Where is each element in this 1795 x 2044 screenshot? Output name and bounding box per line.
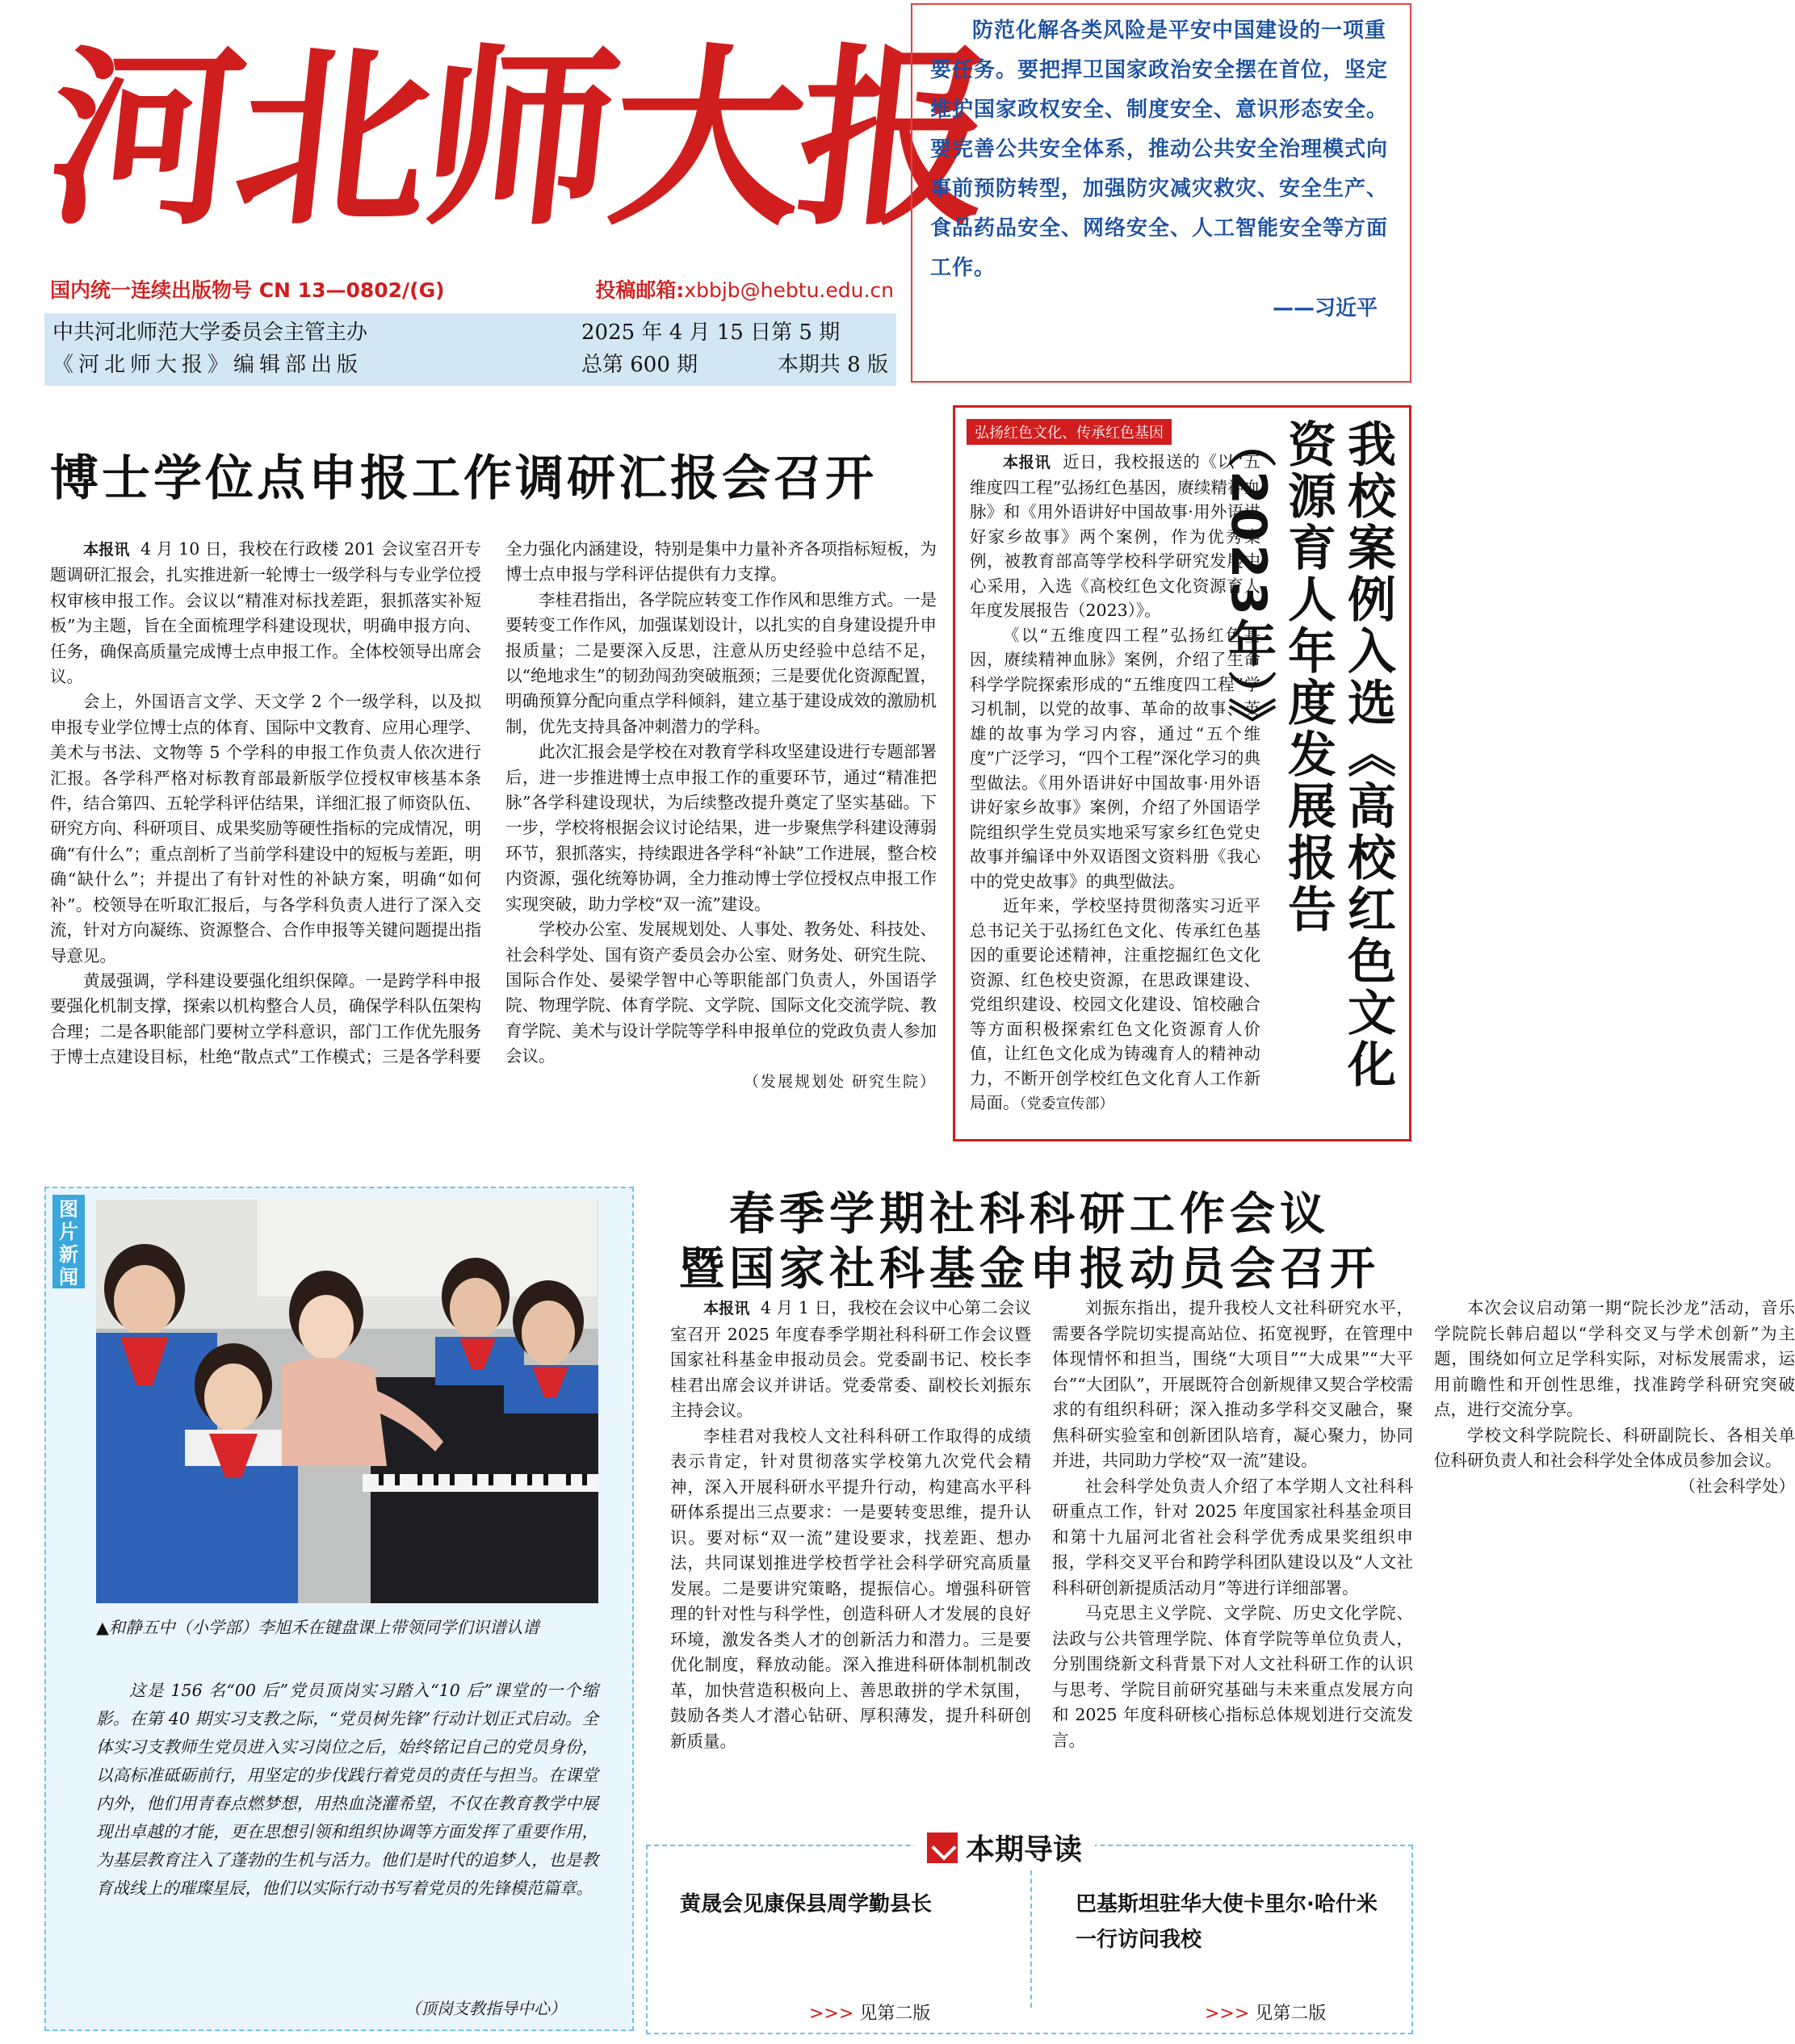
sponsor: 中共河北师范大学委员会主管主办 [52,320,368,345]
news-photo[interactable] [96,1200,598,1603]
photo-caption: ▲和静五中（小学部）李旭禾在键盘课上带领同学们识谱认谱 [96,1618,539,1637]
second-paragraph: 刘振东指出，提升我校人文社科研究水平，需要各学院切实提高站位、拓宽视野，在管理中体现情怀和担当，围绕“大项目”“大成果”“大平台”“大团队”，开展既符合创新规律又契合学校需求的有组织科研；深入推动多学科交叉融合，聚焦科研实验室和创新团队培育，凝心聚力，协同并进，共同助力学校“双一流”建设。 [1052,1298,1413,1470]
publication-info-line [50,274,894,304]
publication-number: 国内统一连续出版物号 CN 13—0802/(G) [50,279,445,302]
second-paragraph: 学校文科学院院长、科研副院长、各相关单位科研负责人和社会科学处全体成员参加会议。 [1434,1425,1795,1470]
guide-arrows: >>> [1205,2004,1250,2024]
email-label: 投稿邮箱: [595,279,685,302]
guide-item[interactable] [680,1887,987,1922]
page-count: 本期共 8 版 [777,353,888,377]
guide-header [914,1827,1095,1868]
photo-news-source: （顶岗支教指导中心） [405,1999,566,2018]
second-headline[interactable] [646,1187,1413,1296]
guide-divider [1030,1870,1032,2008]
second-paragraph: 社会科学处负责人介绍了本学期人文社科科研重点工作，针对 2025 年度国家社科基金项目和第十九届河北省社会科学优秀成果奖组织申报，学科交叉平台和跨学科团队建设以及“人文社科科研创新提质活动月”等进行详细部署。 [1052,1476,1413,1598]
second-headline-line1: 春季学期社科科研工作会议 [729,1187,1330,1241]
quote-text: 防范化解各类风险是平安中国建设的一项重要任务。要把捍卫国家政治安全摆在首位，坚定维护国家政权安全、制度安全、意识形态安全。要完善公共安全体系，推动公共安全治理模式向事前预防转型，加强防灾减灾救灾、安全生产、食品药品安全、网络安全、人工智能安全等方面工作。 [930,19,1389,280]
guide-item-see[interactable]: >>> 见第二版 [809,2004,931,2024]
masthead-title: 河北师大报 [38,27,999,252]
red-paragraph: 本报讯 近日，我校报送的《以“五维度四工程”弘扬红色基因，赓续精神血脉》和《用外语讲好中国故事·用外语讲好家乡故事》两个案例，作为优秀案例，被教育部高等学校科学研究发展中心采用，入选《高校红色文化资源育人年度发展报告（2023）》。 [970,452,1260,620]
second-paragraph: 马克思主义学院、文学院、历史文化学院、法政与公共管理学院、体育学院等单位负责人，分别围绕新文科背景下对人文社科研工作的认识与思考、学院目前研究基础与未来重点发展方向和 2025 年度科研核心指标总体规划进行交流发言。 [1052,1603,1413,1750]
guide-item[interactable] [1076,1887,1382,1958]
email-address[interactable]: xbbjb@hebtu.edu.cn [684,279,894,302]
second-headline-line2: 暨国家社科基金申报动员会召开 [679,1242,1380,1296]
publisher: 《河北师大报》编辑部出版 [52,353,363,377]
photo-news-text [96,1677,598,1903]
column-tag: 弘扬红色文化、传承红色基因 [967,419,1172,445]
guide-arrow-icon [927,1832,958,1863]
issue-date: 2025 年 4 月 15 日第 5 期 [581,320,841,345]
guide-title: 本期导读 [966,1833,1083,1866]
red-paragraph: 《以“五维度四工程”弘扬红色基因，赓续精神血脉》案例，介绍了生命科学学院探索形成的“五维度四工程”学习机制，以党的故事、革命的故事、英雄的故事为学习内容，通过“五个维度”广泛学习，“四个工程”深化学习的典型做法。《用外语讲好中国故事·用外语讲好家乡故事》案例，介绍了外国语学院组织学生党员实地采写家乡红色党史故事并编译中外双语图文资料册《我心中的党史故事》的典型做法。 [970,625,1260,891]
guide-item-title: 黄晟会见康保县周学勤县长 [680,1892,933,1916]
second-signature: （社会科学处） [1679,1476,1795,1496]
photo-news-tag: 图片新闻 [52,1195,85,1288]
total-issue: 总第 600 期 [581,353,698,377]
issue-guide [646,1833,1413,2034]
photo-news-paragraph: 这是 156 名“00 后”党员顶岗实习踏入“10 后”课堂的一个缩影。在第 40 期实习支教之际，“党员树先锋”行动计划正式启动。全体实习支教师生党员进入实习岗位之后，始终铭记自己的党员身份，以高标准砥砺前行，用坚定的步伐践行着党员的责任与担当。在课堂内外，他们用青春点燃梦想，用热血浇灌希望，不仅在教育教学中展现出卓越的才能，更在思想引领和组织协调等方面发挥了重要作用，为基层教育注入了蓬勃的生机与活力。他们是时代的追梦人，也是教育战线上的璀璨星辰，他们以实际行动书写着党员的先锋模范篇章。 [96,1681,598,1898]
lead-paragraph: 此次汇报会是学校在对教育学科攻坚建设进行专题部署后，进一步推进博士点申报工作的重要环节，通过“精准把脉”各学科建设现状，为后续整改提升奠定了坚实基础。下一步，学校将根据会议讨论结果，进一步聚焦学科建设薄弱环节，狠抓落实，持续跟进各学科“补缺”工作进展，整合校内资源，强化统筹协调，全力推动博士学位授权点申报工作实现突破，助力学校“双一流”建设。 [505,742,937,914]
guide-arrows: >>> [809,2004,854,2024]
guide-item-title: 巴基斯坦驻华大使卡里尔·哈什米一行访问我校 [1076,1892,1378,1952]
quote-author: ——习近平 [1272,296,1378,320]
quote-box [911,3,1411,383]
red-article-body [970,450,1260,1137]
lead-article-body [50,537,937,1150]
lead-paragraph: 李桂君指出，各学院应转变工作作风和思维方式。一是要转变工作作风，加强谋划设计，以扎实的自身建设提升申报质量；二是要深入反思，注意从历史经验中总结不足，以“绝地求生”的韧劲闯劲突破瓶颈；三是要优化资源配置，明确预算分配向重点学科倾斜，建立基于建设成效的激励机制，优先支持具备冲刺潜力的学科。 [505,589,937,736]
submission-email[interactable] [595,274,894,304]
second-paragraph: 李桂君对我校人文社科科研工作取得的成绩表示肯定，针对贯彻落实学校第九次党代会精神，深入开展科研水平提升行动，构建高水平科研体系提出三点要求：一是要转变思维，提升认识。要对标“双一流”建设要求，找差距、想办法，共同谋划推进学校哲学社会科学研究高质量发展。二是要讲究策略，提振信心。增强科研管理的针对性与科学性，创造科研人才发展的良好环境，激发各类人才的创新活力和潜力。三是要优化制度，释放动能。深入推进科研体制机制改革，加快营造积极向上、善思敢拼的学术氛围，鼓励各类人才潜心钻研、厚积薄发，提升科研创新质量。 [670,1426,1031,1751]
guide-item-see[interactable]: >>> 见第二版 [1205,2004,1327,2024]
red-paragraph: 近年来，学校坚持贯彻落实习近平总书记关于弘扬红色文化、传承红色基因的重要论述精神，注重挖掘红色文化资源、红色校史资源，在思政课建设、党组织建设、校园文化建设、馆校融合等方面积极探索红色文化资源育人价值，让红色文化成为铸魂育人的精神动力，不断开创学校红色文化育人工作新局面。（党委宣传部） [970,896,1260,1112]
red-signature: （党委宣传部） [1019,1095,1114,1112]
second-byline: 本报讯 [703,1300,750,1317]
photo-news-box [44,1187,634,2031]
red-culture-article [953,405,1411,1141]
lead-byline: 本报讯 [83,541,130,559]
lead-paragraph: 本报讯 4 月 10 日，我校在行政楼 201 会议室召开专题调研汇报会，扎实推进新一轮博士一级学科与专业学位授权审核申报工作。会议以“精准对标找差距，狠抓落实补短板”为主题，旨在全面梳理学科建设现状，明确申报方向、任务，确保高质量完成博士点申报工作。全体校领导出席会议。 [50,539,481,687]
second-paragraph: 本次会议启动第一期“院长沙龙”活动，音乐学院院长韩启超以“学科交叉与学术创新”为主题，围绕如何立足学科实际，对标发展需求，运用前瞻性和开创性思维，找准跨学科研究突破点，进行交流分享。 [1434,1298,1795,1419]
red-article-title[interactable]: 我校案例入选《高校红色文化资源育人年度发展报告（2023年）》 [1220,419,1396,1091]
lead-headline[interactable]: 博士学位点申报工作调研汇报会召开 [50,450,877,507]
lead-paragraph: 学校办公室、发展规划处、人事处、教务处、科技处、社会科学处、国有资产委员会办公室、财务处、研究生院、国际合作处、晏梁学智中心等职能部门负责人，外国语学院、物理学院、体育学院、文学院、国际文化交流学院、教育学院、美术与设计学院等学科申报单位的党政负责人参加会议。 [505,919,937,1066]
lead-paragraph: 黄晟强调，学科建设要强化组织保障。一是跨学科申报要强化机制支撑，探索以机构整合人员，确保学科队伍架构合理；二是各职能部门要树立学科意识，部门工作优先服务于博士点建设目标，杜绝“散点式”工作模式；三是各学科要全力强化内涵建设，特别是集中力量补齐各项指标短板，为博士点申报与学科评估提供有力支撑。 [50,539,937,1067]
second-paragraph: 本报讯 4 月 1 日，我校在会议中心第二会议室召开 2025 年度春季学期社科科研工作会议暨国家社科基金申报动员会。党委副书记、校长李桂君出席会议并讲话。党委常委、副校长刘振东主持会议。 [670,1298,1031,1420]
second-article-body [670,1296,1795,1800]
red-byline: 本报讯 [1003,454,1051,471]
issue-info-box [44,313,896,386]
lead-paragraph: 会上，外国语言文学、天文学 2 个一级学科，以及拟申报专业学位博士点的体育、国际中文教育、应用心理学、美术与书法、文物等 5 个学科的申报工作负责人依次进行汇报。各学科严格对标教育部最新版学位授权审核基本条件，结合第四、五轮学科评估结果，详细汇报了师资队伍、研究方向、科研项目、成果奖励等硬性指标的完成情况，明确“有什么”；重点剖析了当前学科建设中的短板与差距，明确“缺什么”；并提出了有针对性的补缺方案，明确“如何补”。校领导在听取汇报后，与各学科负责人进行了深入交流，针对方向凝练、资源整合、合作申报等关键问题提出指导意见。 [50,692,481,965]
lead-signature: （发展规划处 研究生院） [743,1072,937,1091]
